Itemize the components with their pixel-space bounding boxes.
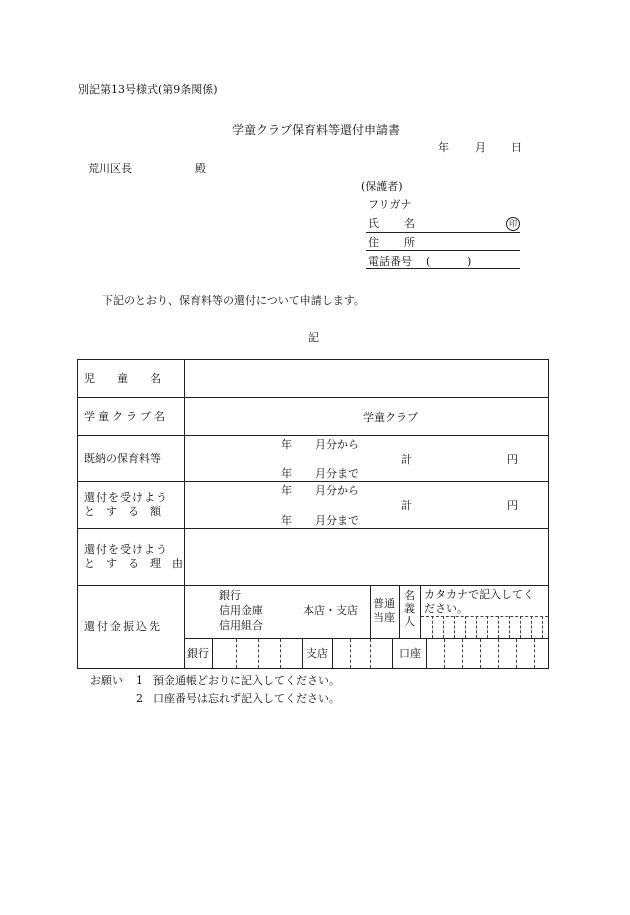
label-refund-reason: [78, 529, 185, 586]
seal-icon: 印: [506, 217, 520, 231]
paid-from-year: 年: [281, 438, 292, 451]
branch-type-label: 本店・支店: [303, 604, 358, 617]
refund-reason-label-1: 還付を受けよう: [84, 543, 168, 557]
label-refund-amount: [78, 482, 185, 529]
row-refund-amount: [78, 482, 549, 529]
notes-prefix: お願い: [90, 674, 123, 687]
row-refund-reason: [78, 529, 549, 586]
furigana-label: フリガナ: [368, 198, 412, 211]
date-year-label: 年: [438, 141, 449, 154]
holder-char-1: 名: [404, 589, 415, 602]
refund-amount-label-2: と す る 額: [84, 505, 161, 518]
form-number: 別記第13号様式(第9条関係): [78, 83, 218, 96]
holder-char-2: 義: [404, 602, 415, 615]
refund-to-month: 月分まで: [315, 514, 359, 527]
phone-label: 電話番号: [368, 255, 412, 268]
honorific: 殿: [195, 162, 206, 175]
bank-type-kumiai: 信用組合: [219, 619, 263, 632]
paid-to-month: 月分まで: [315, 467, 359, 480]
field-account-type[interactable]: [371, 586, 400, 639]
date-day-label: 日: [511, 141, 522, 154]
refund-from-month: 月分から: [315, 484, 359, 497]
note-1-number: 1: [136, 674, 143, 687]
note-1-text: 預金通帳どおりに記入してください。: [153, 674, 340, 687]
label-club-name: 学童クラブ名: [78, 398, 185, 436]
name-field-line[interactable]: [366, 232, 520, 233]
field-refund-reason[interactable]: [185, 529, 549, 586]
label-child-name: 児 童 名: [78, 360, 185, 398]
phone-close-paren: ): [467, 255, 472, 268]
field-account-holder[interactable]: [421, 586, 549, 639]
field-bank-name[interactable]: [185, 586, 371, 639]
guardian-heading: (保護者): [361, 180, 403, 193]
bank-type-bank: 銀行: [219, 589, 241, 602]
paid-total-label: 計: [401, 453, 412, 466]
paid-from-month: 月分から: [315, 438, 359, 451]
row-transfer-top: [78, 586, 549, 639]
addressee: 荒川区長: [88, 162, 132, 175]
bank-type-shinkin: 信用金庫: [219, 604, 263, 617]
name-label-1: 氏: [368, 217, 379, 230]
club-name-suffix: 学童クラブ: [363, 411, 418, 424]
label-holder: [400, 586, 421, 639]
date-month-label: 月: [475, 141, 486, 154]
address-label-2: 所: [404, 236, 415, 249]
refund-yen-label: 円: [507, 499, 518, 512]
paid-to-year: 年: [281, 467, 292, 480]
intro-text: 下記のとおり、保育料等の還付について申請します。: [102, 294, 365, 307]
refund-from-year: 年: [281, 484, 292, 497]
row-child-name: [78, 360, 549, 398]
row-paid-fees: [78, 436, 549, 482]
address-label-1: 住: [368, 236, 379, 249]
holder-divider: [421, 616, 548, 617]
name-label-2: 名: [404, 217, 415, 230]
holder-char-3: 人: [404, 615, 415, 628]
page-title: 学童クラブ保育料等還付申請書: [232, 123, 401, 137]
account-type-futsu: 普通: [373, 597, 395, 610]
phone-open-paren: (: [426, 255, 431, 268]
label-paid-fees: 既納の保育料等: [78, 436, 185, 482]
katakana-note-2: ださい。: [424, 602, 468, 615]
paid-yen-label: 円: [507, 453, 518, 466]
label-transfer: 還付金振込先: [78, 586, 185, 669]
phone-field-line[interactable]: [366, 268, 520, 269]
note-2-number: 2: [136, 692, 143, 705]
field-paid-fees[interactable]: [185, 436, 549, 482]
refund-amount-label-1: 還付を受けよう: [84, 491, 168, 505]
application-form-table: [77, 359, 549, 669]
row-club-name: [78, 398, 549, 436]
refund-total-label: 計: [401, 499, 412, 512]
account-number-label: 口座: [399, 647, 421, 660]
ki-heading: 記: [308, 331, 319, 344]
field-club-name[interactable]: [185, 398, 549, 436]
note-2-text: 口座番号は忘れず記入してください。: [153, 692, 340, 705]
refund-reason-label-2: と す る 理 由: [84, 557, 183, 570]
field-child-name[interactable]: [185, 360, 549, 398]
account-type-toza: 当座: [373, 611, 395, 624]
katakana-note-1: カタカナで記入してく: [424, 588, 534, 601]
branch-code-label: 支店: [306, 647, 328, 660]
address-field-line[interactable]: [366, 250, 520, 251]
refund-to-year: 年: [281, 514, 292, 527]
bank-code-label: 銀行: [187, 647, 209, 660]
field-refund-amount[interactable]: [185, 482, 549, 529]
field-bank-codes[interactable]: [185, 639, 549, 669]
